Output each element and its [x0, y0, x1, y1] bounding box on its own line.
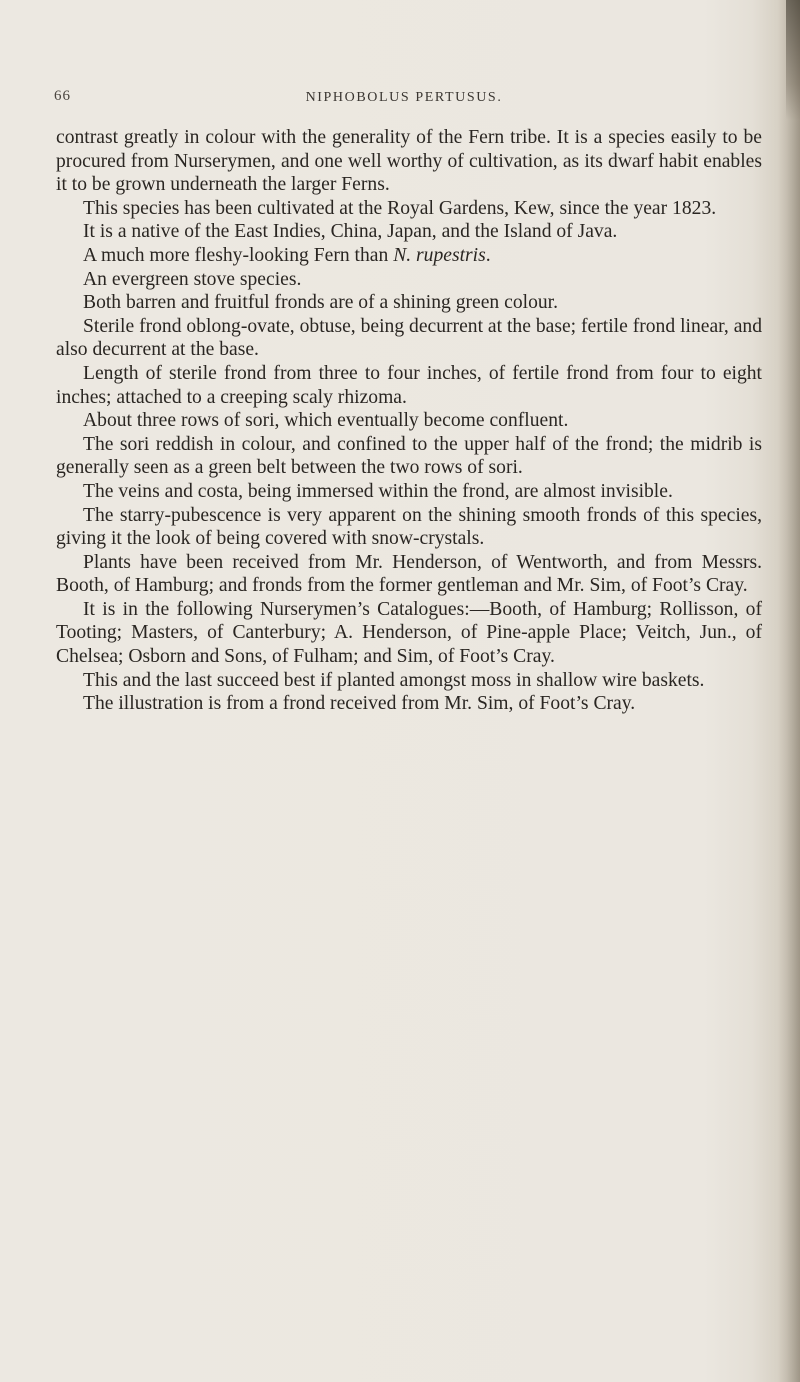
paragraph-comparison	[56, 244, 762, 268]
paragraph-colour: Both barren and fruitful fronds are of a shining green colour.	[83, 292, 559, 314]
comparison-suffix: .	[485, 244, 491, 266]
paragraph-continuation: contrast greatly in colour with the generality of the Fern tribe. It is a species easily to be procured from Nurserymen, and one well worthy of cultivation, as its dwarf habit enables it to be grown underneath the larger Ferns.	[56, 127, 762, 196]
comparison-prefix: A much more fleshy-looking Fern than	[83, 244, 394, 266]
page-number: 66	[54, 88, 71, 104]
paragraph-frond-shape: Sterile frond oblong-ovate, obtuse, being decurrent at the base; fertile frond linear, and also decurrent at the base.	[56, 315, 762, 361]
paragraph-native-range: It is a native of the East Indies, China, Japan, and the Island of Java.	[83, 221, 618, 243]
body-text	[56, 126, 762, 716]
paragraph-sori-colour: The sori reddish in colour, and confined to the upper half of the frond; the midrib is generally seen as a green belt between the two rows of sori.	[56, 433, 762, 479]
paragraph-frond-length: Length of sterile frond from three to four inches, of fertile frond from four to eight inches; attached to a creeping scaly rhizoma.	[56, 362, 762, 408]
comparison-species: N. rupestris	[393, 244, 486, 266]
page-edge-shadow	[778, 0, 800, 1382]
paragraph-veins: The veins and costa, being immersed within the frond, are almost invisible.	[83, 480, 673, 502]
paragraph-cultivation-tip: This and the last succeed best if planted amongst moss in shallow wire baskets.	[83, 669, 705, 691]
paragraph-illustration-source: The illustration is from a frond received from Mr. Sim, of Foot’s Cray.	[83, 693, 636, 715]
paragraph-cultivation-history: This species has been cultivated at the Royal Gardens, Kew, since the year 1823.	[83, 197, 717, 219]
paragraph-plants-received: Plants have been received from Mr. Henderson, of Wentworth, and from Messrs. Booth, of Hamburg; and fronds from the former gentleman and Mr. Sim, of Foot’s Cray.	[56, 551, 762, 597]
paragraph-catalogues: It is in the following Nurserymen’s Catalogues:—Booth, of Hamburg; Rollisson, of Tooting; Masters, of Canterbury; A. Henderson, of Pine-apple Place; Veitch, Jun., of Chelsea; Osborn and Sons, of Fulham; and Sim, of Foot’s Cray.	[56, 598, 762, 668]
running-title: NIPHOBOLUS PERTUSUS.	[305, 90, 503, 105]
paragraph-habit: An evergreen stove species.	[83, 268, 302, 290]
page-edge-darkening	[786, 0, 800, 120]
paragraph-sori-rows: About three rows of sori, which eventually become confluent.	[83, 410, 569, 432]
page-header	[54, 88, 754, 110]
paragraph-pubescence: The starry-pubescence is very apparent on the shining smooth fronds of this species, giving it the look of being covered with snow-crystals.	[56, 504, 762, 550]
